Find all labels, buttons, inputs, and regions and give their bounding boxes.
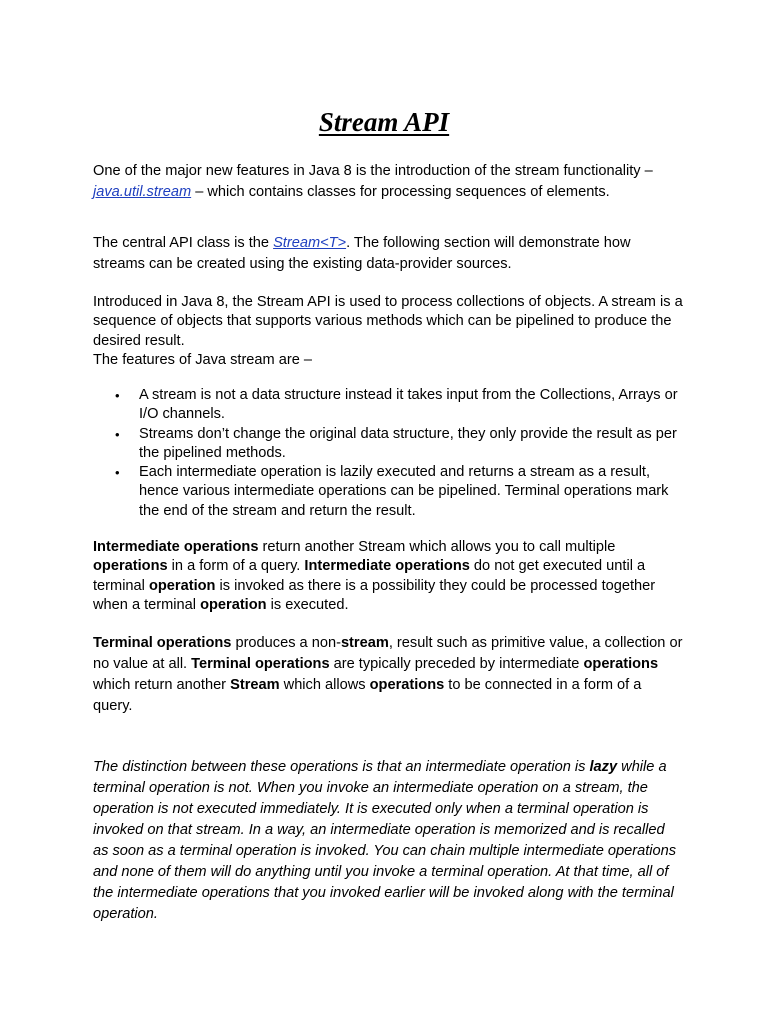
intro-text-after: – which contains classes for processing sequences of elements. <box>191 184 610 200</box>
central-api-text-before: The central API class is the <box>93 235 274 251</box>
text-segment: , result such as primitive value, a collection or no value at all. <box>93 635 683 672</box>
central-api-text-after: . The following section will demonstrate how streams can be created using the existing data-provider sources. <box>93 235 631 272</box>
bullet-icon: • <box>115 388 120 403</box>
java-util-stream-link[interactable]: java.util.stream <box>93 184 192 200</box>
stream-api-intro-paragraph <box>93 293 683 370</box>
features-list <box>93 386 683 521</box>
terminal-operations-paragraph <box>93 633 683 717</box>
bold-term: Terminal operations <box>93 635 232 651</box>
bold-term: Terminal operations <box>191 656 330 672</box>
central-api-paragraph <box>93 233 683 275</box>
bold-term: operations <box>93 558 168 575</box>
bold-term: Intermediate operations <box>93 539 259 555</box>
bullet-icon: • <box>115 426 120 442</box>
bullet-icon: • <box>115 465 120 481</box>
text-segment: is invoked as there is a possibility they could be processed together when a terminal <box>93 577 656 613</box>
text-segment: is executed. <box>266 596 349 613</box>
list-item-text: Streams don’t change the original data structure, they only provide the result as per the pipelined methods. <box>139 425 677 461</box>
text-segment: in a form of a query. <box>167 558 305 575</box>
intro-paragraph <box>93 161 683 203</box>
text-segment: which allows <box>279 677 370 693</box>
intermediate-operations-paragraph <box>93 538 683 615</box>
distinction-text-before: The distinction between these operations is that an intermediate operation is <box>93 759 590 775</box>
text-segment: do not get executed until a terminal <box>93 558 646 594</box>
distinction-text-after: while a terminal operation is not. When you invoke an intermediate operation on a stream, the operation is not executed immediately. It is executed only when a terminal operation is invoked on that stream. In a way, an intermediate operation is memorized and is recalled as soon as a terminal operation is invoked. You can chain multiple intermediate operations and none of them will do anything until you invoke a terminal operation. At that time, all of the intermediate operations that you invoked earlier will be invoked along with the terminal operation. <box>93 759 677 922</box>
lazy-term: lazy <box>589 759 618 775</box>
text-segment: produces a non- <box>231 635 341 651</box>
text-segment: are typically preceded by intermediate <box>329 656 584 672</box>
bold-term: Stream <box>230 677 280 693</box>
intro-text-before: One of the major new features in Java 8 is the introduction of the stream functionality – <box>93 163 653 179</box>
list-item <box>93 425 683 464</box>
list-item-text: Each intermediate operation is lazily executed and returns a stream as a result, hence various intermediate operations can be pipelined. Terminal operations mark the end of the stream and return the result. <box>139 464 669 519</box>
distinction-paragraph <box>93 757 683 925</box>
list-item <box>93 386 683 425</box>
bold-term: Intermediate operations <box>304 558 470 575</box>
list-item <box>93 463 683 521</box>
text-segment: to be connected in a form of a query. <box>93 677 642 714</box>
stream-api-intro-text: Introduced in Java 8, the Stream API is used to process collections of objects. A stream is a sequence of objects that supports various methods which can be pipelined to produce the desired result. <box>93 294 683 349</box>
bold-term: operations <box>369 677 445 693</box>
page-title: Stream API <box>318 107 450 138</box>
features-intro-text: The features of Java stream are – <box>93 351 313 368</box>
bold-term: stream <box>340 635 389 651</box>
text-segment: return another Stream which allows you to call multiple <box>258 539 616 555</box>
bold-term: operations <box>583 656 659 672</box>
list-item-text: A stream is not a data structure instead it takes input from the Collections, Arrays or I/O channels. <box>139 387 678 423</box>
stream-class-link[interactable]: Stream<T> <box>273 235 347 251</box>
bold-term: operation <box>148 577 216 594</box>
text-segment: which return another <box>93 677 231 693</box>
bold-term: operation <box>200 596 267 613</box>
